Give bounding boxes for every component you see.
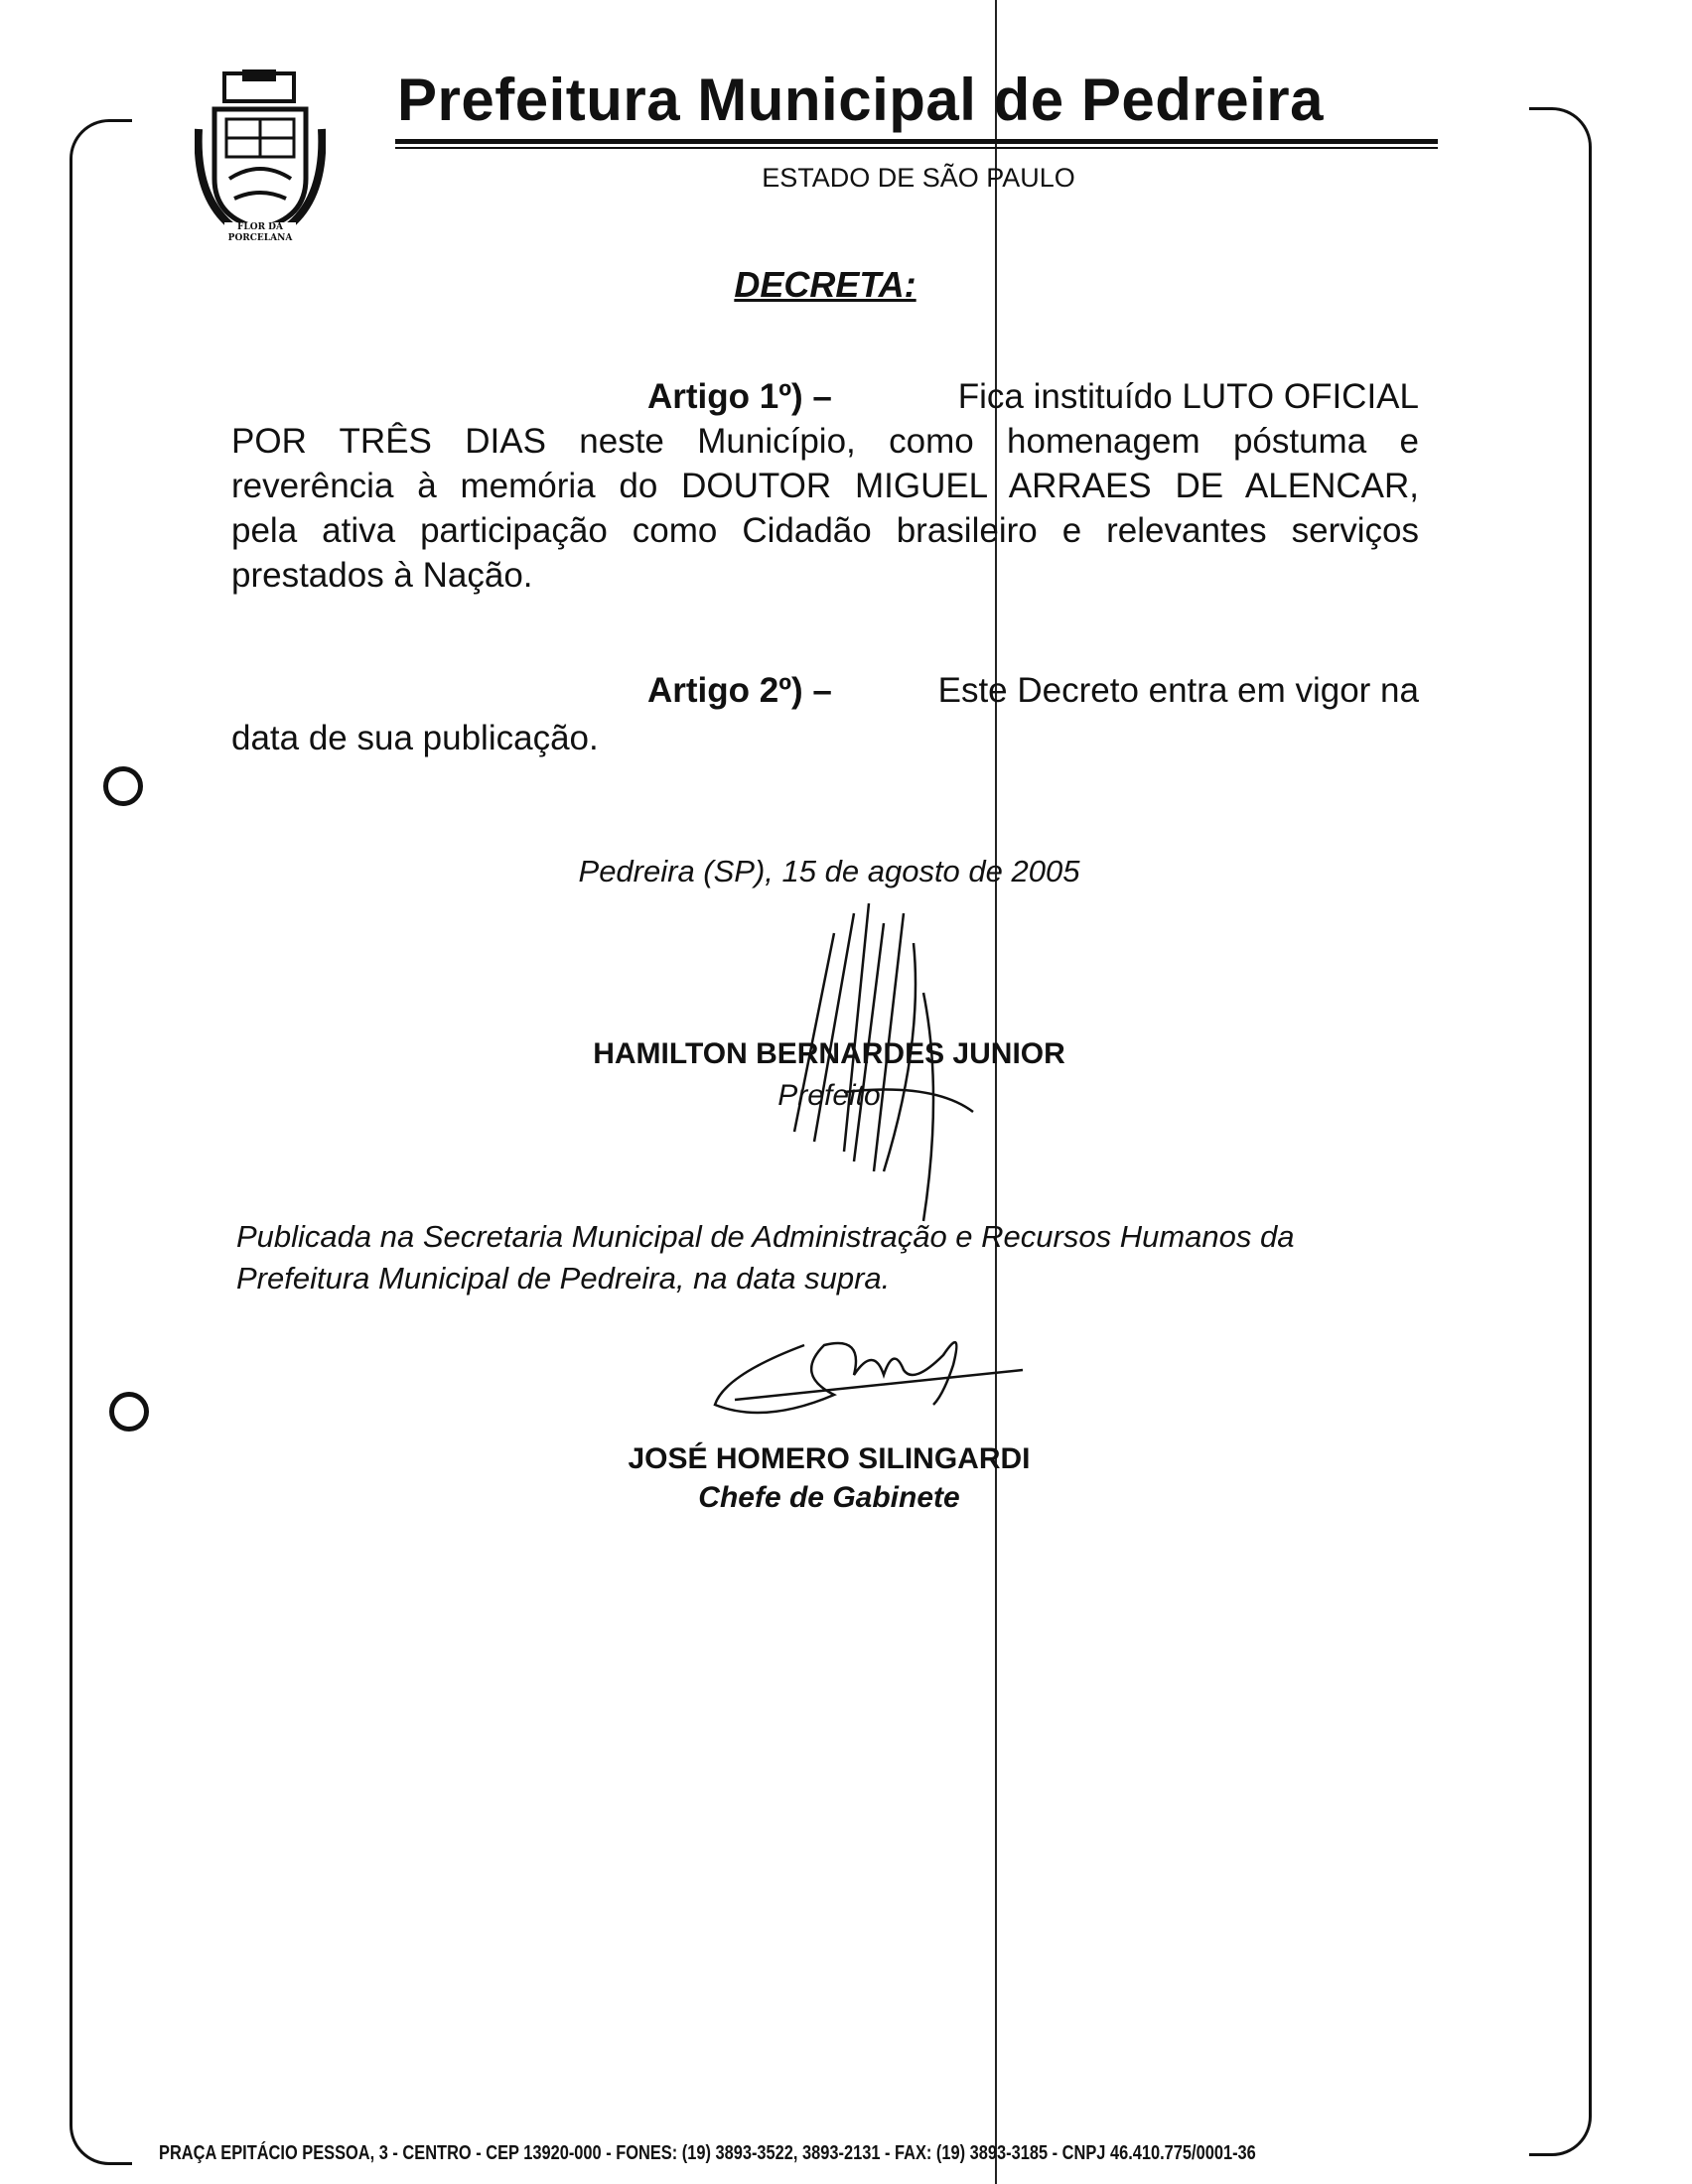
article-1-line: reverência à memória do DOUTOR MIGUEL ARRAES DE ALENCAR, (231, 467, 1419, 505)
state-subtitle: ESTADO DE SÃO PAULO (762, 163, 1075, 193)
page-title: Prefeitura Municipal de Pedreira (397, 67, 1324, 133)
publication-line: Prefeitura Municipal de Pedreira, na data supra. (236, 1261, 891, 1296)
crest-motto: FLOR DA PORCELANA (224, 222, 296, 244)
decree-date: Pedreira (SP), 15 de agosto de 2005 (578, 854, 1080, 888)
article-2-label: Artigo 2º) – (647, 671, 832, 710)
signer-2-name: JOSÉ HOMERO SILINGARDI (628, 1442, 1031, 1475)
signature-chief (705, 1315, 1033, 1434)
signer-1-role: Prefeito (777, 1079, 881, 1112)
article-1-line: Fica instituído LUTO OFICIAL (957, 377, 1419, 416)
punch-hole-icon (109, 1392, 149, 1432)
article-1-line: prestados à Nação. (231, 556, 533, 595)
municipal-crest-icon (195, 69, 326, 248)
article-2-line: Este Decreto entra em vigor na (937, 671, 1419, 710)
decree-heading: DECRETA: (734, 264, 916, 305)
article-2-line: data de sua publicação. (231, 719, 599, 757)
publication-line: Publicada na Secretaria Municipal de Administração e Recursos Humanos da (236, 1219, 1295, 1254)
article-1-label: Artigo 1º) – (647, 377, 832, 416)
title-rule (395, 139, 1438, 144)
signer-2-role: Chefe de Gabinete (698, 1481, 960, 1514)
footer-address: PRAÇA EPITÁCIO PESSOA, 3 - CENTRO - CEP 13920-000 - FONES: (19) 3893-3522, 3893-2131 - FAX: (19) 3893-3185 - CNPJ 46.410.775/0001-36 (159, 2142, 1256, 2164)
title-rule (395, 147, 1438, 149)
article-1-line: pela ativa participação como Cidadão brasileiro e relevantes serviços (231, 511, 1419, 550)
page-frame-left (70, 119, 132, 2165)
punch-hole-icon (103, 766, 143, 806)
signer-1-name: HAMILTON BERNARDES JUNIOR (593, 1037, 1065, 1070)
article-1-line: POR TRÊS DIAS neste Município, como homenagem póstuma e (231, 422, 1419, 461)
page-frame-right (1529, 107, 1592, 2156)
